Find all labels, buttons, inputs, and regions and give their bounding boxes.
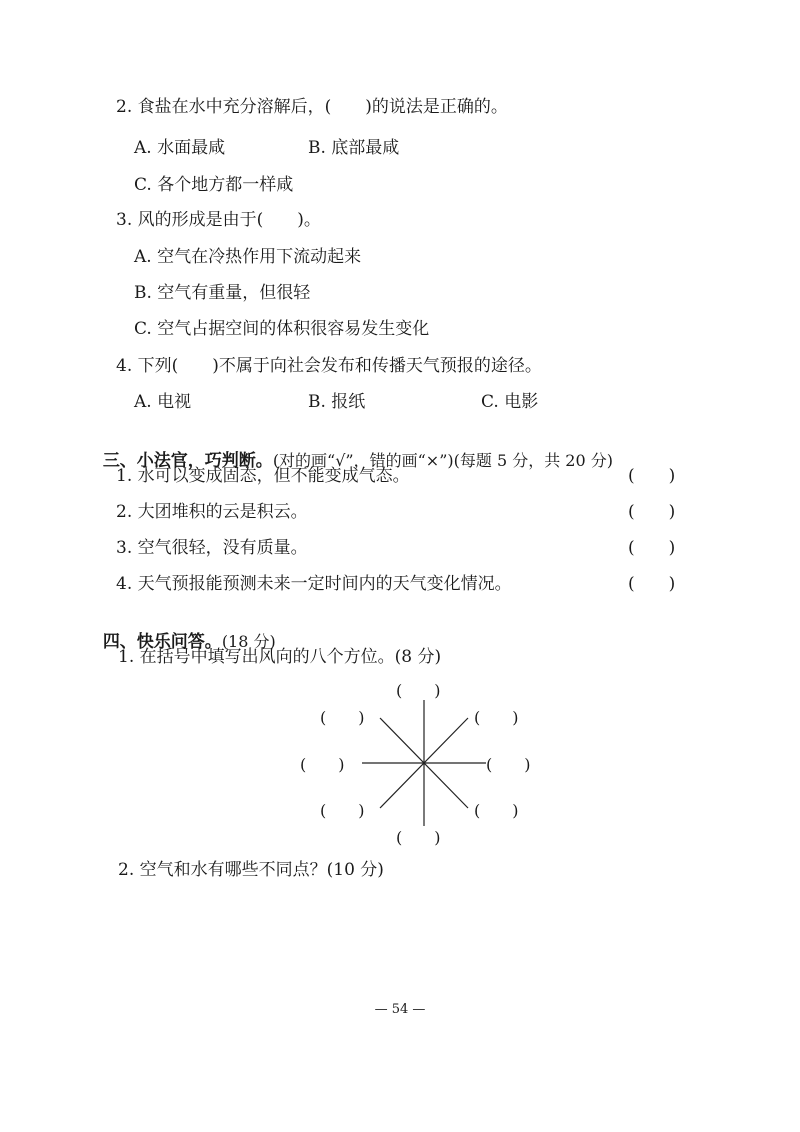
q3-option-b: B. 空气有重量，但很轻 [134,283,311,303]
compass-blank-south[interactable]: ( ) [396,828,441,847]
judge-item-2: 2. 大团堆积的云是积云。 [116,502,308,522]
judge-answer-3[interactable]: ( ) [628,538,676,558]
q3-option-c: C. 空气占据空间的体积很容易发生变化 [134,319,430,339]
section4-q2: 2. 空气和水有哪些不同点？(10 分) [118,860,384,880]
judge-answer-4[interactable]: ( ) [628,574,676,594]
compass-blank-northeast[interactable]: ( ) [474,708,519,727]
compass-blank-east[interactable]: ( ) [486,755,531,774]
q3-stem: 3. 风的形成是由于( )。 [116,210,321,230]
section4-title: 四、快乐问答。 [102,632,222,652]
section4-q1: 1. 在括号中填写出风向的八个方位。(8 分) [118,647,442,667]
q2-stem: 2. 食盐在水中充分溶解后，( )的说法是正确的。 [116,97,508,117]
q3-option-a: A. 空气在冷热作用下流动起来 [134,247,362,267]
judge-item-1: 1. 水可以变成固态，但不能变成气态。 [116,466,410,486]
judge-item-3: 3. 空气很轻，没有质量。 [116,538,308,558]
compass-blank-southeast[interactable]: ( ) [474,801,519,820]
compass-blank-north[interactable]: ( ) [396,681,441,700]
section4-note: (18 分) [221,632,276,651]
q2-option-c: C. 各个地方都一样咸 [134,175,294,195]
judge-item-4: 4. 天气预报能预测未来一定时间内的天气变化情况。 [116,574,512,594]
section3-title: 三、小法官，巧判断。 [102,451,273,471]
compass-blank-west[interactable]: ( ) [300,755,345,774]
q2-option-a: A. 水面最咸 [134,138,226,158]
section3-note: (对的画“√”，错的画“×”)(每题 5 分，共 20 分) [272,451,613,470]
judge-answer-1[interactable]: ( ) [628,466,676,486]
q4-option-b: B. 报纸 [308,392,366,412]
judge-answer-2[interactable]: ( ) [628,502,676,522]
q4-option-c: C. 电影 [481,392,539,412]
q4-option-a: A. 电视 [134,392,192,412]
compass-blank-northwest[interactable]: ( ) [320,708,365,727]
q2-option-b: B. 底部最咸 [308,138,400,158]
q4-stem: 4. 下列( )不属于向社会发布和传播天气预报的途径。 [116,356,542,376]
compass-blank-southwest[interactable]: ( ) [320,801,365,820]
page-number: — 54 — [374,1002,426,1017]
